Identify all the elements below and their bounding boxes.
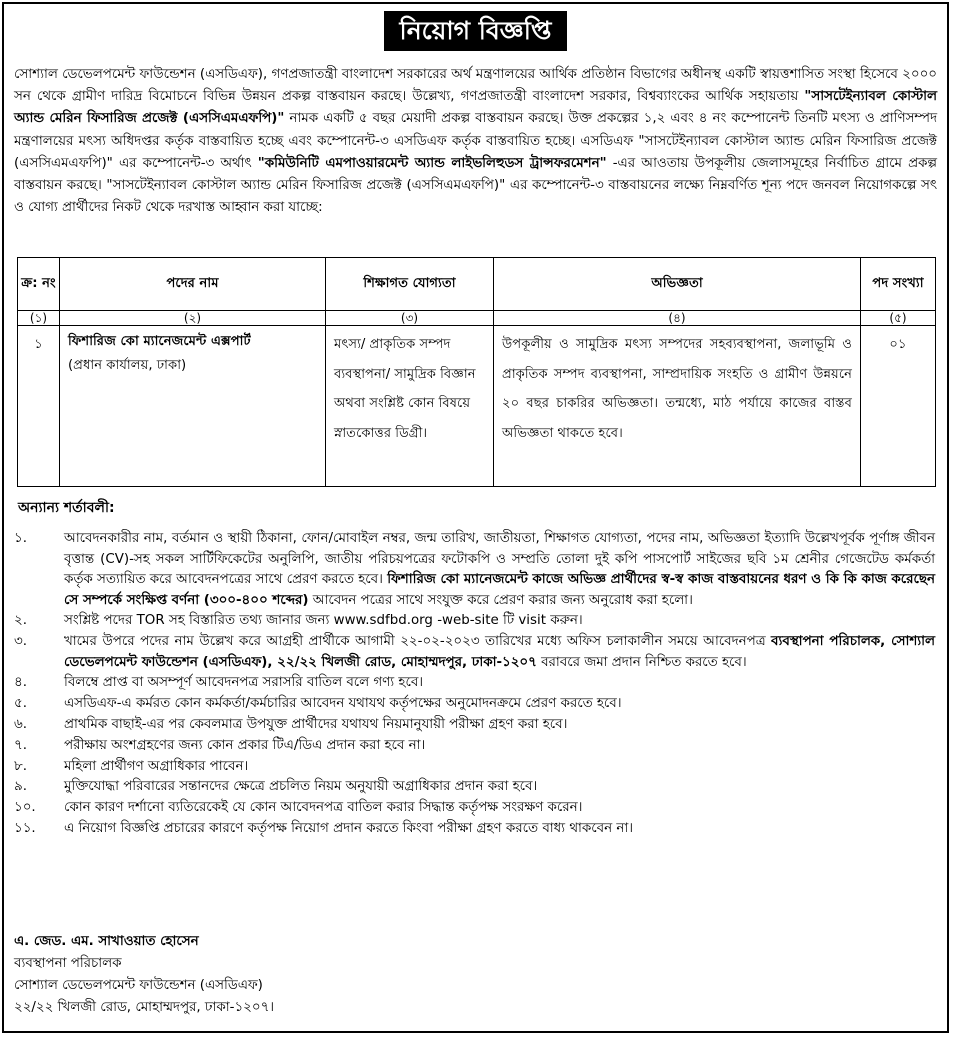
list-item	[14, 529, 935, 611]
conditions-heading: অন্যান্য শর্তাবলী:	[18, 500, 115, 516]
signatory-designation: ব্যবস্থাপনা পরিচালক	[14, 956, 122, 971]
header-post: পদের নাম	[60, 258, 326, 311]
row-education: মৎস্য/ প্রাকৃতিক সম্পদ ব্যবস্থাপনা/ সামুদ্রিক বিজ্ঞান অথবা সংশ্লিষ্ট কোন বিষয়ে স্নাতকোত্তর ডিগ্রী।	[326, 326, 494, 487]
list-item	[14, 757, 935, 778]
item-text: সংশ্লিষ্ট পদের TOR সহ বিস্তারিত তথ্য জানার জন্য www.sdfbd.org -web-site টি visit করুন।	[64, 613, 583, 629]
intro-paragraph	[14, 64, 937, 219]
header-count: পদ সংখ্যা	[861, 258, 936, 311]
table-header-row	[18, 258, 936, 311]
list-item	[14, 611, 935, 632]
row-experience: উপকূলীয় ও সামুদ্রিক মৎস্য সম্পদের সহব্যবস্থাপনা, জলাভূমি ও প্রাকৃতিক সম্পদ ব্যবস্থাপনা, সাম্প্রদায়িক সংহতি ও গ্রামীণ উন্নয়নে ২০ বছর চাকরির অভিজ্ঞতা। তন্মধ্যে, মাঠ পর্যায়ে কাজের বাস্তব অভিজ্ঞতা থাকতে হবে।	[494, 326, 861, 487]
item-number: ৩.	[14, 634, 27, 650]
item-text: প্রাথমিক বাছাই-এর পর কেবলমাত্র উপযুক্ত প্রার্থীদের যথাযথ নিয়মানুযায়ী পরীক্ষা গ্রহণ করা হবে।	[64, 716, 568, 732]
list-item	[14, 673, 935, 694]
list-item	[14, 632, 935, 673]
conditions-list	[14, 529, 935, 840]
list-item	[14, 694, 935, 715]
item-bold-text: ফিশারিজ কো ম্যানেজমেন্ট কাজে অভিজ্ঞ প্রার্থীদের স্ব-স্ব কাজ বাস্তবায়নের ধরণ ও কি কি কাজ করেছেন সে সম্পর্কে সংক্ষিপ্ত বর্ণনা (৩০০-৪০০ শব্দের)	[64, 572, 935, 608]
item-number: ১০.	[14, 800, 36, 816]
item-text: এ নিয়োগ বিজ্ঞপ্তি প্রচারের কারণে কর্তৃপক্ষ নিয়োগ প্রদান করতে কিংবা পরীক্ষা গ্রহণ করতে বাধ্য থাকবেন না।	[64, 820, 633, 836]
table-row	[18, 326, 936, 487]
col-number: (৩)	[326, 311, 494, 326]
intro-text-1: সোশ্যাল ডেভেলপমেন্ট ফাউন্ডেশন (এসডিএফ), গণপ্রজাতন্ত্রী বাংলাদেশ সরকারের অর্থ মন্ত্রণালয়ের আর্থিক প্রতিষ্ঠান বিভাগের অধীনস্থ একটি স্বায়ত্তশাসিত সংস্থা হিসেবে ২০০০ সন থেকে গ্রামীণ দারিদ্র বিমোচনে বিভিন্ন উন্নয়ন প্রকল্প বাস্তবায়ন করছে। উল্লেখ্য, গণপ্রজাতন্ত্রী বাংলাদেশ সরকার, বিশ্বব্যাংকের আর্থিক সহায়তায়	[14, 67, 937, 105]
title-wrap	[4, 11, 947, 51]
notice-title: নিয়োগ বিজ্ঞপ্তি	[384, 11, 568, 51]
item-number: ১১.	[14, 820, 36, 836]
item-text: খামের উপরে পদের নাম উল্লেখ করে আগ্রহী প্রার্থীকে আগামী ২২-০২-২০২৩ তারিখের মধ্যে অফিস চলাকালীন সময়ে আবেদনপত্র	[64, 634, 772, 650]
notice-page	[2, 2, 949, 1033]
item-text: কোন কারণ দর্শানো ব্যতিরেকেই যে কোন আবেদনপত্র বাতিল করার সিদ্ধান্ত কর্তৃপক্ষ সংরক্ষণ করেন।	[64, 800, 583, 816]
intro-text-3: -এর আওতায় উপকূলীয় জেলাসমূহের নির্বাচিত গ্রামে প্রকল্প বাস্তবায়ন করছে। "সাসটেইন্যাবল কোস্টাল অ্যান্ড মেরিন ফিসারিজ প্রজেক্ট (এসসিএমএফপি)" এর কম্পোনেন্ট-৩ বাস্তবায়নের লক্ষ্যে নিম্নবর্ণিত শূন্য পদে জনবল নিয়োগকল্পে সৎ ও যোগ্য প্রার্থীদের নিকট থেকে দরখাস্ত আহ্বান করা যাচ্ছে:	[14, 155, 937, 216]
item-number: ২.	[14, 613, 27, 629]
col-number: (৪)	[494, 311, 861, 326]
item-number: ৫.	[14, 696, 27, 712]
item-text: বিলম্বে প্রাপ্ত বা অসম্পূর্ণ আবেদনপত্র সরাসরি বাতিল বলে গণ্য হবে।	[64, 675, 424, 691]
item-text: আবেদনকারীর নাম, বর্তমান ও স্থায়ী ঠিকানা, ফোন/মোবাইল নম্বর, জন্ম তারিখ, জাতীয়তা, শিক্ষাগত যোগ্যতা, পদের নাম, অভিজ্ঞতা ইত্যাদি উল্লেখপূর্বক পূর্ণাঙ্গ জীবন বৃত্তান্ত (CV)-সহ সকল সার্টিফিকেটের অনুলিপি, জাতীয় পরিচয়পত্রের ফটোকপি ও সম্প্রতি তোলা দুই কপি পাসপোর্ট সাইজের ছবি ১ম শ্রেনীর গেজেটেড কর্মকর্তা কর্তৃক সত্যায়িত করে আবেদনপত্রের সাথে প্রেরণ করতে হবে।	[64, 531, 935, 587]
signatory-address: ২২/২২ খিলজী রোড, মোহাম্মদপুর, ঢাকা-১২০৭।	[14, 1000, 275, 1015]
column-number-row	[18, 311, 936, 326]
signature-block	[14, 931, 274, 1019]
header-serial: ক্র: নং	[18, 258, 60, 311]
list-item	[14, 736, 935, 757]
list-item	[14, 777, 935, 798]
item-tail: আবেদন পত্রের সাথে সংযুক্ত করে প্রেরণ করার জন্য অনুরোধ করা হলো।	[308, 592, 693, 608]
component-name: "কমিউনিটি এমপাওয়ারমেন্ট অ্যান্ড লাইভলিহুডস ট্রান্সফরমেশন"	[257, 155, 607, 171]
item-text: পরীক্ষায় অংশগ্রহণের জন্য কোন প্রকার টিএ/ডিএ প্রদান করা হবে না।	[64, 737, 426, 753]
header-education: শিক্ষাগত যোগ্যতা	[326, 258, 494, 311]
item-number: ৬.	[14, 716, 27, 732]
signatory-name: এ. জেড. এম. সাখাওয়াত হোসেন	[14, 934, 199, 949]
list-item	[14, 819, 935, 840]
item-text: মহিলা প্রার্থীগণ অগ্রাধিকার পাবেন।	[64, 758, 249, 774]
item-number: ৪.	[14, 675, 27, 691]
signatory-organization: সোশ্যাল ডেভেলপমেন্ট ফাউন্ডেশন (এসডিএফ)	[14, 978, 263, 993]
col-number: (২)	[60, 311, 326, 326]
post-location: (প্রধান কার্যালয়, ঢাকা)	[68, 358, 187, 373]
header-experience: অভিজ্ঞতা	[494, 258, 861, 311]
post-name: ফিশারিজ কো ম্যানেজমেন্ট এক্সপার্ট	[68, 334, 251, 349]
row-count: ০১	[861, 326, 936, 487]
item-text: এসডিএফ-এ কর্মরত কোন কর্মকর্তা/কর্মচারির আবেদন যথাযথ কর্তৃপক্ষের অনুমোদনক্রমে প্রেরণ করতে হবে।	[64, 696, 622, 712]
col-number: (৫)	[861, 311, 936, 326]
col-number: (১)	[18, 311, 60, 326]
item-bold-text: ব্যবস্থাপনা পরিচালক, সোশ্যাল ডেভেলপমেন্ট ফাউন্ডেশন (এসডিএফ), ২২/২২ খিলজী রোড, মোহাম্মদপুর, ঢাকা-১২০৭	[64, 634, 935, 670]
item-number: ১.	[14, 531, 27, 546]
list-item	[14, 798, 935, 819]
item-text: মুক্তিযোদ্ধা পরিবারের সন্তানদের ক্ষেত্রে প্রচলিত নিয়ম অনুযায়ী অগ্রাধিকার প্রদান করা হবে।	[64, 779, 538, 795]
item-tail: বরাবরে জমা প্রদান নিশ্চিত করতে হবে।	[536, 654, 747, 670]
item-number: ৭.	[14, 737, 27, 753]
row-post-cell	[60, 326, 326, 487]
item-number: ৯.	[14, 779, 27, 795]
row-serial: ১	[18, 326, 60, 487]
item-number: ৮.	[14, 758, 27, 774]
intro-text-2: নামক একটি ৫ বছর মেয়াদী প্রকল্প বাস্তবায়ন করছে। উক্ত প্রকল্পের ১,২ এবং ৪ নং কম্পোনেন্ট তিনটি মৎস্য ও প্রাণিসম্পদ মন্ত্রণালয়ের মৎস্য অধিদপ্তর কর্তৃক বাস্তবায়িত হচ্ছে এবং কম্পোনেন্ট-৩ এসডিএফ কর্তৃক বাস্তবায়িত হচ্ছে। এসডিএফ "সাসটেইন্যাবল কোস্টাল অ্যান্ড মেরিন ফিসারিজ প্রজেক্ট (এসসিএমএফপি)" এর কম্পোনেন্ট-৩ অর্থাৎ	[14, 111, 937, 171]
list-item	[14, 715, 935, 736]
project-name: "সাসটেইন্যাবল কোস্টাল অ্যান্ড মেরিন ফিসারিজ প্রজেক্ট (এসসিএমএফপি)"	[14, 89, 937, 127]
vacancy-table	[17, 257, 936, 487]
